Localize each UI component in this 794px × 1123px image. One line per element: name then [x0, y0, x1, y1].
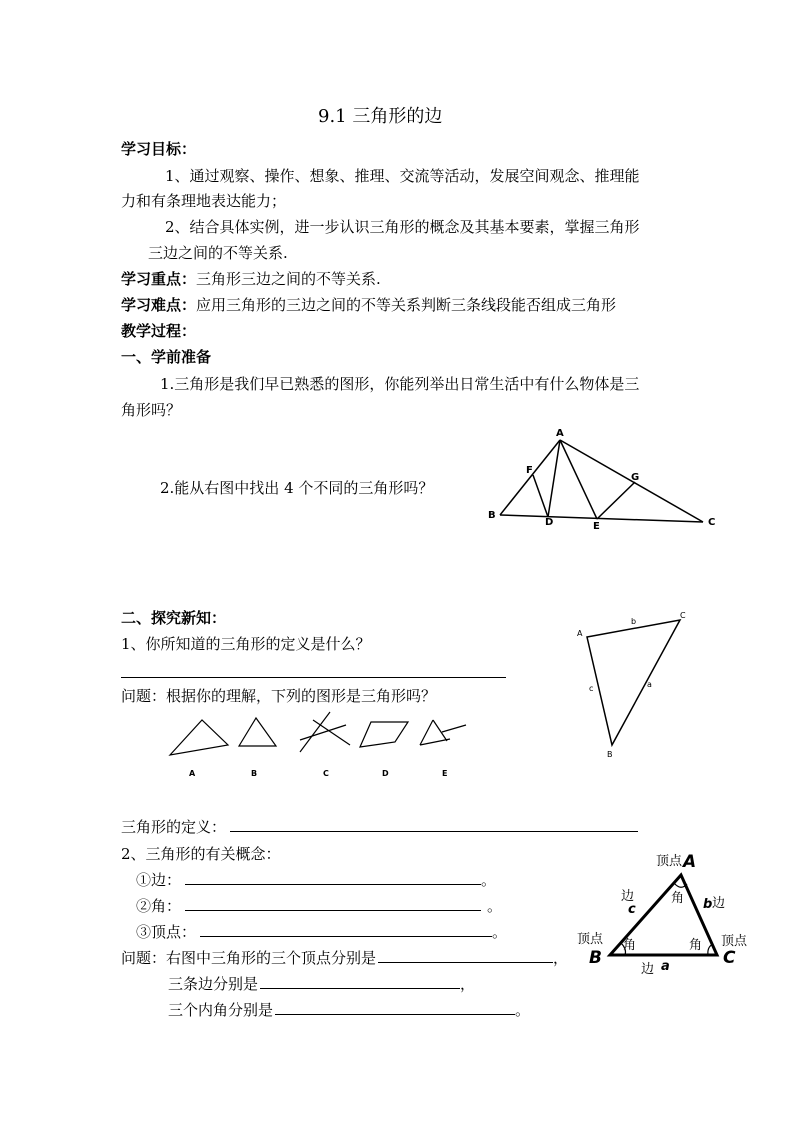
label-g: G [631, 472, 640, 483]
vertex-letter-a: A [683, 852, 697, 872]
objective-2-line-1: 2、结合具体实例，进一步认识三角形的概念及其基本要素，掌握三角形 [165, 218, 640, 236]
difficulty-text: 应用三角形的三边之间的不等关系判断三条线段能否组成三角形 [196, 296, 617, 314]
difficulty-label: 学习难点： [121, 296, 197, 314]
edge-bc [500, 515, 703, 522]
label-d: D [545, 517, 554, 528]
shape-b-triangle [239, 718, 276, 746]
definition-blank[interactable] [230, 830, 638, 832]
key-point [121, 272, 381, 287]
difficulty [121, 298, 616, 313]
vertex-word-b: 顶点 [577, 932, 604, 947]
sides-blank[interactable] [260, 987, 460, 989]
side-letter-b: b [703, 897, 713, 912]
segment-ae [560, 440, 597, 519]
label-f: F [526, 465, 533, 476]
concepts-heading: 2、三角形的有关概念： [121, 845, 281, 863]
abc-side-b: b [631, 617, 637, 626]
angles-question-row [168, 1003, 530, 1018]
definition-label: 三角形的定义： [121, 818, 227, 836]
shape-options-figure [160, 710, 480, 780]
side-blank[interactable] [185, 883, 481, 885]
angle-blank[interactable] [185, 909, 481, 911]
objectives-heading: 学习目标： [121, 140, 197, 158]
prep-heading: 一、学前准备 [121, 348, 212, 366]
side-word-a: 边 [641, 962, 655, 977]
vertex-letter-b: B [589, 948, 602, 968]
abc-label-c-vertex: C [680, 611, 686, 620]
vertex-word-a: 顶点 [656, 854, 683, 869]
label-c: C [708, 517, 716, 528]
prep-q1-line-2: 角形吗？ [121, 401, 182, 419]
objective-1-line-1: 1、通过观察、操作、想象、推理、交流等活动，发展空间观念、推理能 [165, 167, 640, 185]
shape-c-crossed-lines [300, 712, 350, 752]
sides-question-row [168, 977, 475, 992]
angle-row [136, 899, 502, 914]
vertices-end: ， [553, 949, 569, 967]
side-word-c: 边 [621, 889, 635, 904]
shape-label-b: B [251, 769, 258, 778]
labeled-triangle-figure [575, 845, 755, 975]
page-title: 9.1 三角形的边 [318, 106, 443, 127]
explore-question: 问题：根据你的理解，下列的图形是三角形吗？ [121, 687, 437, 705]
shape-label-c: C [323, 769, 329, 778]
abc-side-a: a [647, 680, 652, 689]
side-letter-c: c [628, 902, 636, 917]
shape-d-quadrilateral [360, 722, 408, 747]
abc-side-c: c [589, 684, 594, 693]
shape-label-e: E [442, 769, 448, 778]
prep-q2: 2.能从右图中找出 4 个不同的三角形吗？ [160, 479, 434, 497]
triangle-abc-figure [480, 425, 730, 535]
objective-1-line-2: 力和有条理地表达能力； [121, 192, 287, 210]
label-b: B [488, 510, 496, 521]
angle-end-mark: 。 [487, 897, 503, 915]
shape-e-open-triangle [420, 720, 466, 745]
side-label: ①边： [136, 871, 182, 889]
angle-word-b: 角 [623, 938, 637, 953]
shape-label-a: A [189, 769, 196, 778]
vertices-question-row [121, 951, 568, 966]
explore-q1: 1、你所知道的三角形的定义是什么？ [121, 635, 371, 653]
triangle-abc-outline [587, 620, 680, 745]
angles-blank[interactable] [275, 1013, 515, 1015]
label-a: A [556, 428, 564, 439]
abc-label-a: A [577, 629, 583, 638]
prep-q1-line-1: 1.三角形是我们早已熟悉的图形，你能列举出日常生活中有什么物体是三 [160, 375, 640, 393]
definition-row [121, 820, 638, 835]
segment-eg [597, 482, 635, 519]
vertex-row [136, 925, 507, 940]
vertices-blank[interactable] [378, 961, 553, 963]
edge-ab [500, 440, 560, 515]
vertex-label: ③顶点： [136, 923, 197, 941]
vertex-end-mark: 。 [492, 923, 508, 941]
angles-end: 。 [515, 1001, 531, 1019]
segment-fd [533, 475, 548, 517]
process-heading: 教学过程： [121, 322, 197, 340]
side-row [136, 873, 496, 888]
answer-line-definition-q[interactable] [121, 677, 506, 678]
vertex-blank[interactable] [200, 935, 492, 937]
vertex-letter-c: C [723, 948, 736, 968]
angle-word-c: 角 [689, 938, 703, 953]
angle-label: ②角： [136, 897, 182, 915]
abc-label-b: B [607, 750, 613, 759]
shape-a-triangle [170, 720, 228, 755]
key-point-text: 三角形三边之间的不等关系. [196, 270, 381, 288]
side-end-mark: 。 [481, 871, 497, 889]
label-e: E [593, 521, 600, 532]
sides-end: ， [460, 975, 476, 993]
side-letter-a: a [661, 959, 670, 974]
explore-heading: 二、探究新知： [121, 609, 227, 627]
vertex-word-c: 顶点 [721, 934, 748, 949]
vertices-question: 问题：右图中三角形的三个顶点分别是 [121, 949, 377, 967]
objective-2-line-2: 三边之间的不等关系. [148, 244, 288, 262]
key-point-label: 学习重点： [121, 270, 197, 288]
triangle-abc-sides-figure [575, 605, 695, 765]
shape-label-d: D [382, 769, 389, 778]
sides-question: 三条边分别是 [168, 975, 259, 993]
angles-question: 三个内角分别是 [168, 1001, 274, 1019]
side-word-b: 边 [712, 896, 726, 911]
angle-word-a: 角 [671, 891, 685, 906]
